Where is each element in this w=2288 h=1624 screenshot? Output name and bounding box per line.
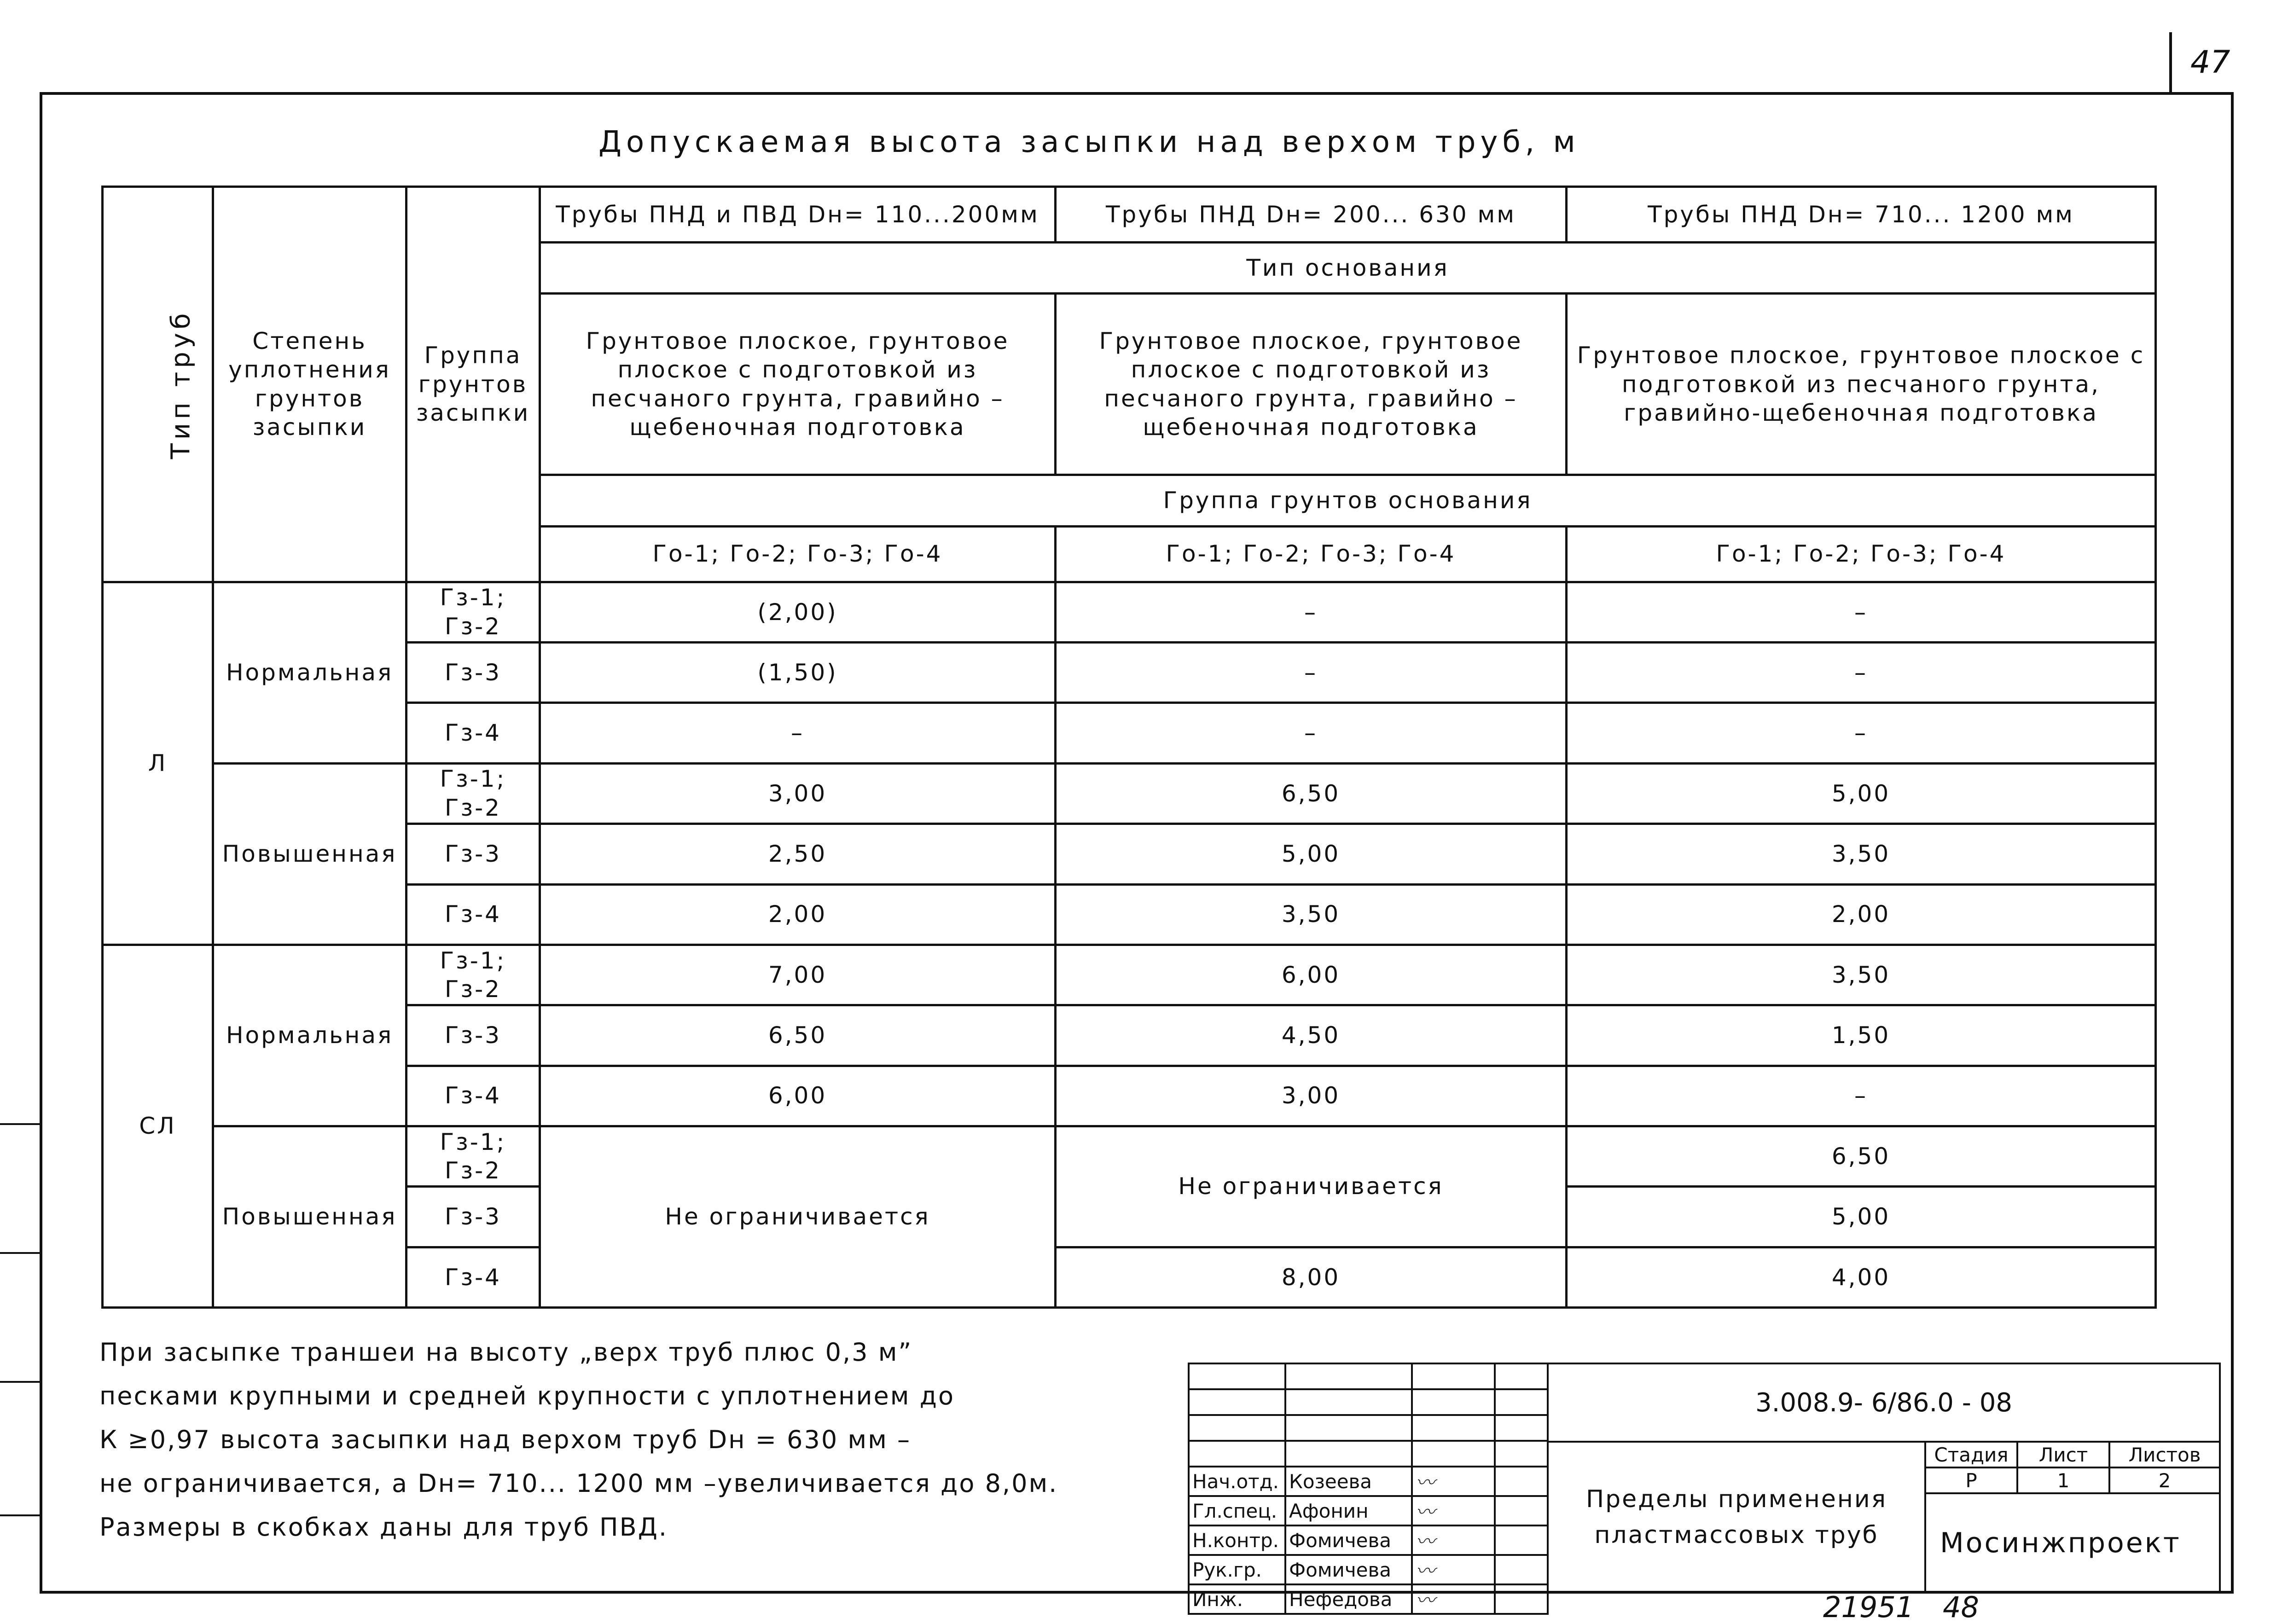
value-cell: 6,00 xyxy=(540,1066,1056,1126)
stage-label: Стадия xyxy=(1925,1442,2017,1467)
soil-group-cell: Гз-3 xyxy=(406,643,540,703)
footnote-line: При засыпке траншеи на высоту „верх труб плюс 0,3 м” xyxy=(99,1338,913,1367)
not-limited-cell: Не ограничивается xyxy=(1056,1126,1567,1247)
value-cell: 2,00 xyxy=(1567,884,2156,945)
doc-code: 3.008.9- 6/86.0 - 08 xyxy=(1548,1363,2220,1442)
value-cell: 6,50 xyxy=(540,1005,1056,1066)
soil-group-cell: Гз-1; Гз-2 xyxy=(406,945,540,1005)
value-cell: 3,50 xyxy=(1056,884,1567,945)
soil-group-cell: Гз-3 xyxy=(406,1187,540,1247)
soil-group-cell: Гз-1; Гз-2 xyxy=(406,763,540,824)
value-cell: 2,00 xyxy=(540,884,1056,945)
footnote-line: К ≥0,97 высота засыпки над верхом труб Dн = 630 мм – xyxy=(99,1425,911,1454)
value-cell: 3,50 xyxy=(1567,945,2156,1005)
value-cell: – xyxy=(1567,643,2156,703)
value-cell: – xyxy=(1567,582,2156,642)
value-cell: 7,00 xyxy=(540,945,1056,1005)
signature: 〰 xyxy=(1412,1525,1495,1555)
value-cell: – xyxy=(1056,643,1567,703)
header-base-type-text: Грунтовое плоское, грунтовое плоское с подготовкой из песчаного грунта, гравийно – щебеночная подготовка xyxy=(540,294,1056,475)
soil-group-cell: Гз-3 xyxy=(406,1005,540,1066)
signer-role: Гл.спец. xyxy=(1189,1496,1285,1525)
signer-name: Фомичева xyxy=(1285,1525,1412,1555)
title-block-main xyxy=(1547,1363,2221,1594)
value-cell: 3,00 xyxy=(540,763,1056,824)
value-cell: – xyxy=(1056,703,1567,763)
value-cell: 5,00 xyxy=(1056,824,1567,884)
soil-group-cell: Гз-1; Гз-2 xyxy=(406,582,540,642)
not-limited-cell: Не ограничивается xyxy=(540,1126,1056,1307)
soil-group-cell: Гз-4 xyxy=(406,884,540,945)
base-soil-groups: Го-1; Го-2; Го-3; Го-4 xyxy=(1056,526,1567,582)
page-number: 47 xyxy=(2190,44,2230,81)
footnote-line: не ограничивается, а Dн= 710... 1200 мм –увеличивается до 8,0м. xyxy=(99,1469,1058,1498)
value-cell: 2,50 xyxy=(540,824,1056,884)
signer-name: Фомичева xyxy=(1285,1555,1412,1584)
sheets-label: Листов xyxy=(2109,1442,2220,1467)
backfill-height-table xyxy=(101,186,2157,1309)
signer-name: Афонин xyxy=(1285,1496,1412,1525)
header-pipe-group: Трубы ПНД Dн= 710... 1200 мм xyxy=(1567,187,2156,243)
value-cell: 1,50 xyxy=(1567,1005,2156,1066)
signature: 〰 xyxy=(1412,1467,1495,1496)
header-compaction: Степень уплотнения грунтов засыпки xyxy=(213,187,406,582)
header-pipe-group: Трубы ПНД и ПВД Dн= 110...200мм xyxy=(540,187,1056,243)
footer-number: 48 xyxy=(1943,1590,1979,1624)
value-cell: – xyxy=(1056,582,1567,642)
signer-name: Нефедова xyxy=(1285,1584,1412,1614)
value-cell: 6,50 xyxy=(1056,763,1567,824)
sheets-value: 2 xyxy=(2109,1467,2220,1493)
sheet-label: Лист xyxy=(2017,1442,2109,1467)
page-number-divider xyxy=(2169,32,2172,92)
signature: 〰 xyxy=(1412,1496,1495,1525)
pipe-type-cell: Л xyxy=(103,582,213,945)
footnote-line: песками крупными и средней крупности с уплотнением до xyxy=(99,1381,955,1410)
signer-name: Козеева xyxy=(1285,1467,1412,1496)
value-cell: (2,00) xyxy=(540,582,1056,642)
header-pipe-type: Тип труб xyxy=(103,187,213,582)
soil-group-cell: Гз-1; Гз-2 xyxy=(406,1126,540,1186)
title-block-signatures xyxy=(1188,1363,1549,1615)
stage-value: Р xyxy=(1925,1467,2017,1493)
header-pipe-group: Трубы ПНД Dн= 200... 630 мм xyxy=(1056,187,1567,243)
value-cell: 5,00 xyxy=(1567,1187,2156,1247)
organization: Мосинжпроект xyxy=(1925,1493,2220,1593)
signature: 〰 xyxy=(1412,1584,1495,1614)
compaction-cell: Нормальная xyxy=(213,582,406,763)
base-soil-groups: Го-1; Го-2; Го-3; Го-4 xyxy=(1567,526,2156,582)
value-cell: 3,00 xyxy=(1056,1066,1567,1126)
compaction-cell: Повышенная xyxy=(213,1126,406,1307)
value-cell: 3,50 xyxy=(1567,824,2156,884)
header-base-type: Тип основания xyxy=(540,243,2156,294)
footnote-line: Размеры в скобках даны для труб ПВД. xyxy=(99,1513,668,1542)
soil-group-cell: Гз-3 xyxy=(406,824,540,884)
sheet-value: 1 xyxy=(2017,1467,2109,1493)
signer-role: Инж. xyxy=(1189,1584,1285,1614)
value-cell: – xyxy=(1567,1066,2156,1126)
footnote xyxy=(99,1330,1089,1549)
binding-strip xyxy=(0,1123,42,1594)
header-base-type-text: Грунтовое плоское, грунтовое плоское с подготовкой из песчаного грунта, гравийно-щебеночная подготовка xyxy=(1567,294,2156,475)
signature: 〰 xyxy=(1412,1555,1495,1584)
doc-title: Пределы применения пластмассовых труб xyxy=(1548,1442,1925,1593)
value-cell: 8,00 xyxy=(1056,1247,1567,1307)
compaction-cell: Нормальная xyxy=(213,945,406,1126)
signer-role: Н.контр. xyxy=(1189,1525,1285,1555)
base-soil-groups: Го-1; Го-2; Го-3; Го-4 xyxy=(540,526,1056,582)
table-title: Допускаемая высота засыпки над верхом труб, м xyxy=(598,125,1580,159)
header-soil-group: Группа грунтов засыпки xyxy=(406,187,540,582)
value-cell: – xyxy=(540,703,1056,763)
soil-group-cell: Гз-4 xyxy=(406,1066,540,1126)
value-cell: 4,50 xyxy=(1056,1005,1567,1066)
pipe-type-cell: СЛ xyxy=(103,945,213,1307)
value-cell: 5,00 xyxy=(1567,763,2156,824)
value-cell: 4,00 xyxy=(1567,1247,2156,1307)
signer-role: Рук.гр. xyxy=(1189,1555,1285,1584)
signer-role: Нач.отд. xyxy=(1189,1467,1285,1496)
value-cell: – xyxy=(1567,703,2156,763)
value-cell: (1,50) xyxy=(540,643,1056,703)
value-cell: 6,50 xyxy=(1567,1126,2156,1186)
inventory-number: 21951 xyxy=(1823,1590,1914,1624)
header-base-type-text: Грунтовое плоское, грунтовое плоское с подготовкой из песчаного грунта, гравийно – щебеночная подготовка xyxy=(1056,294,1567,475)
soil-group-cell: Гз-4 xyxy=(406,1247,540,1307)
value-cell: 6,00 xyxy=(1056,945,1567,1005)
soil-group-cell: Гз-4 xyxy=(406,703,540,763)
compaction-cell: Повышенная xyxy=(213,763,406,945)
header-base-soil-group: Группа грунтов основания xyxy=(540,475,2156,526)
